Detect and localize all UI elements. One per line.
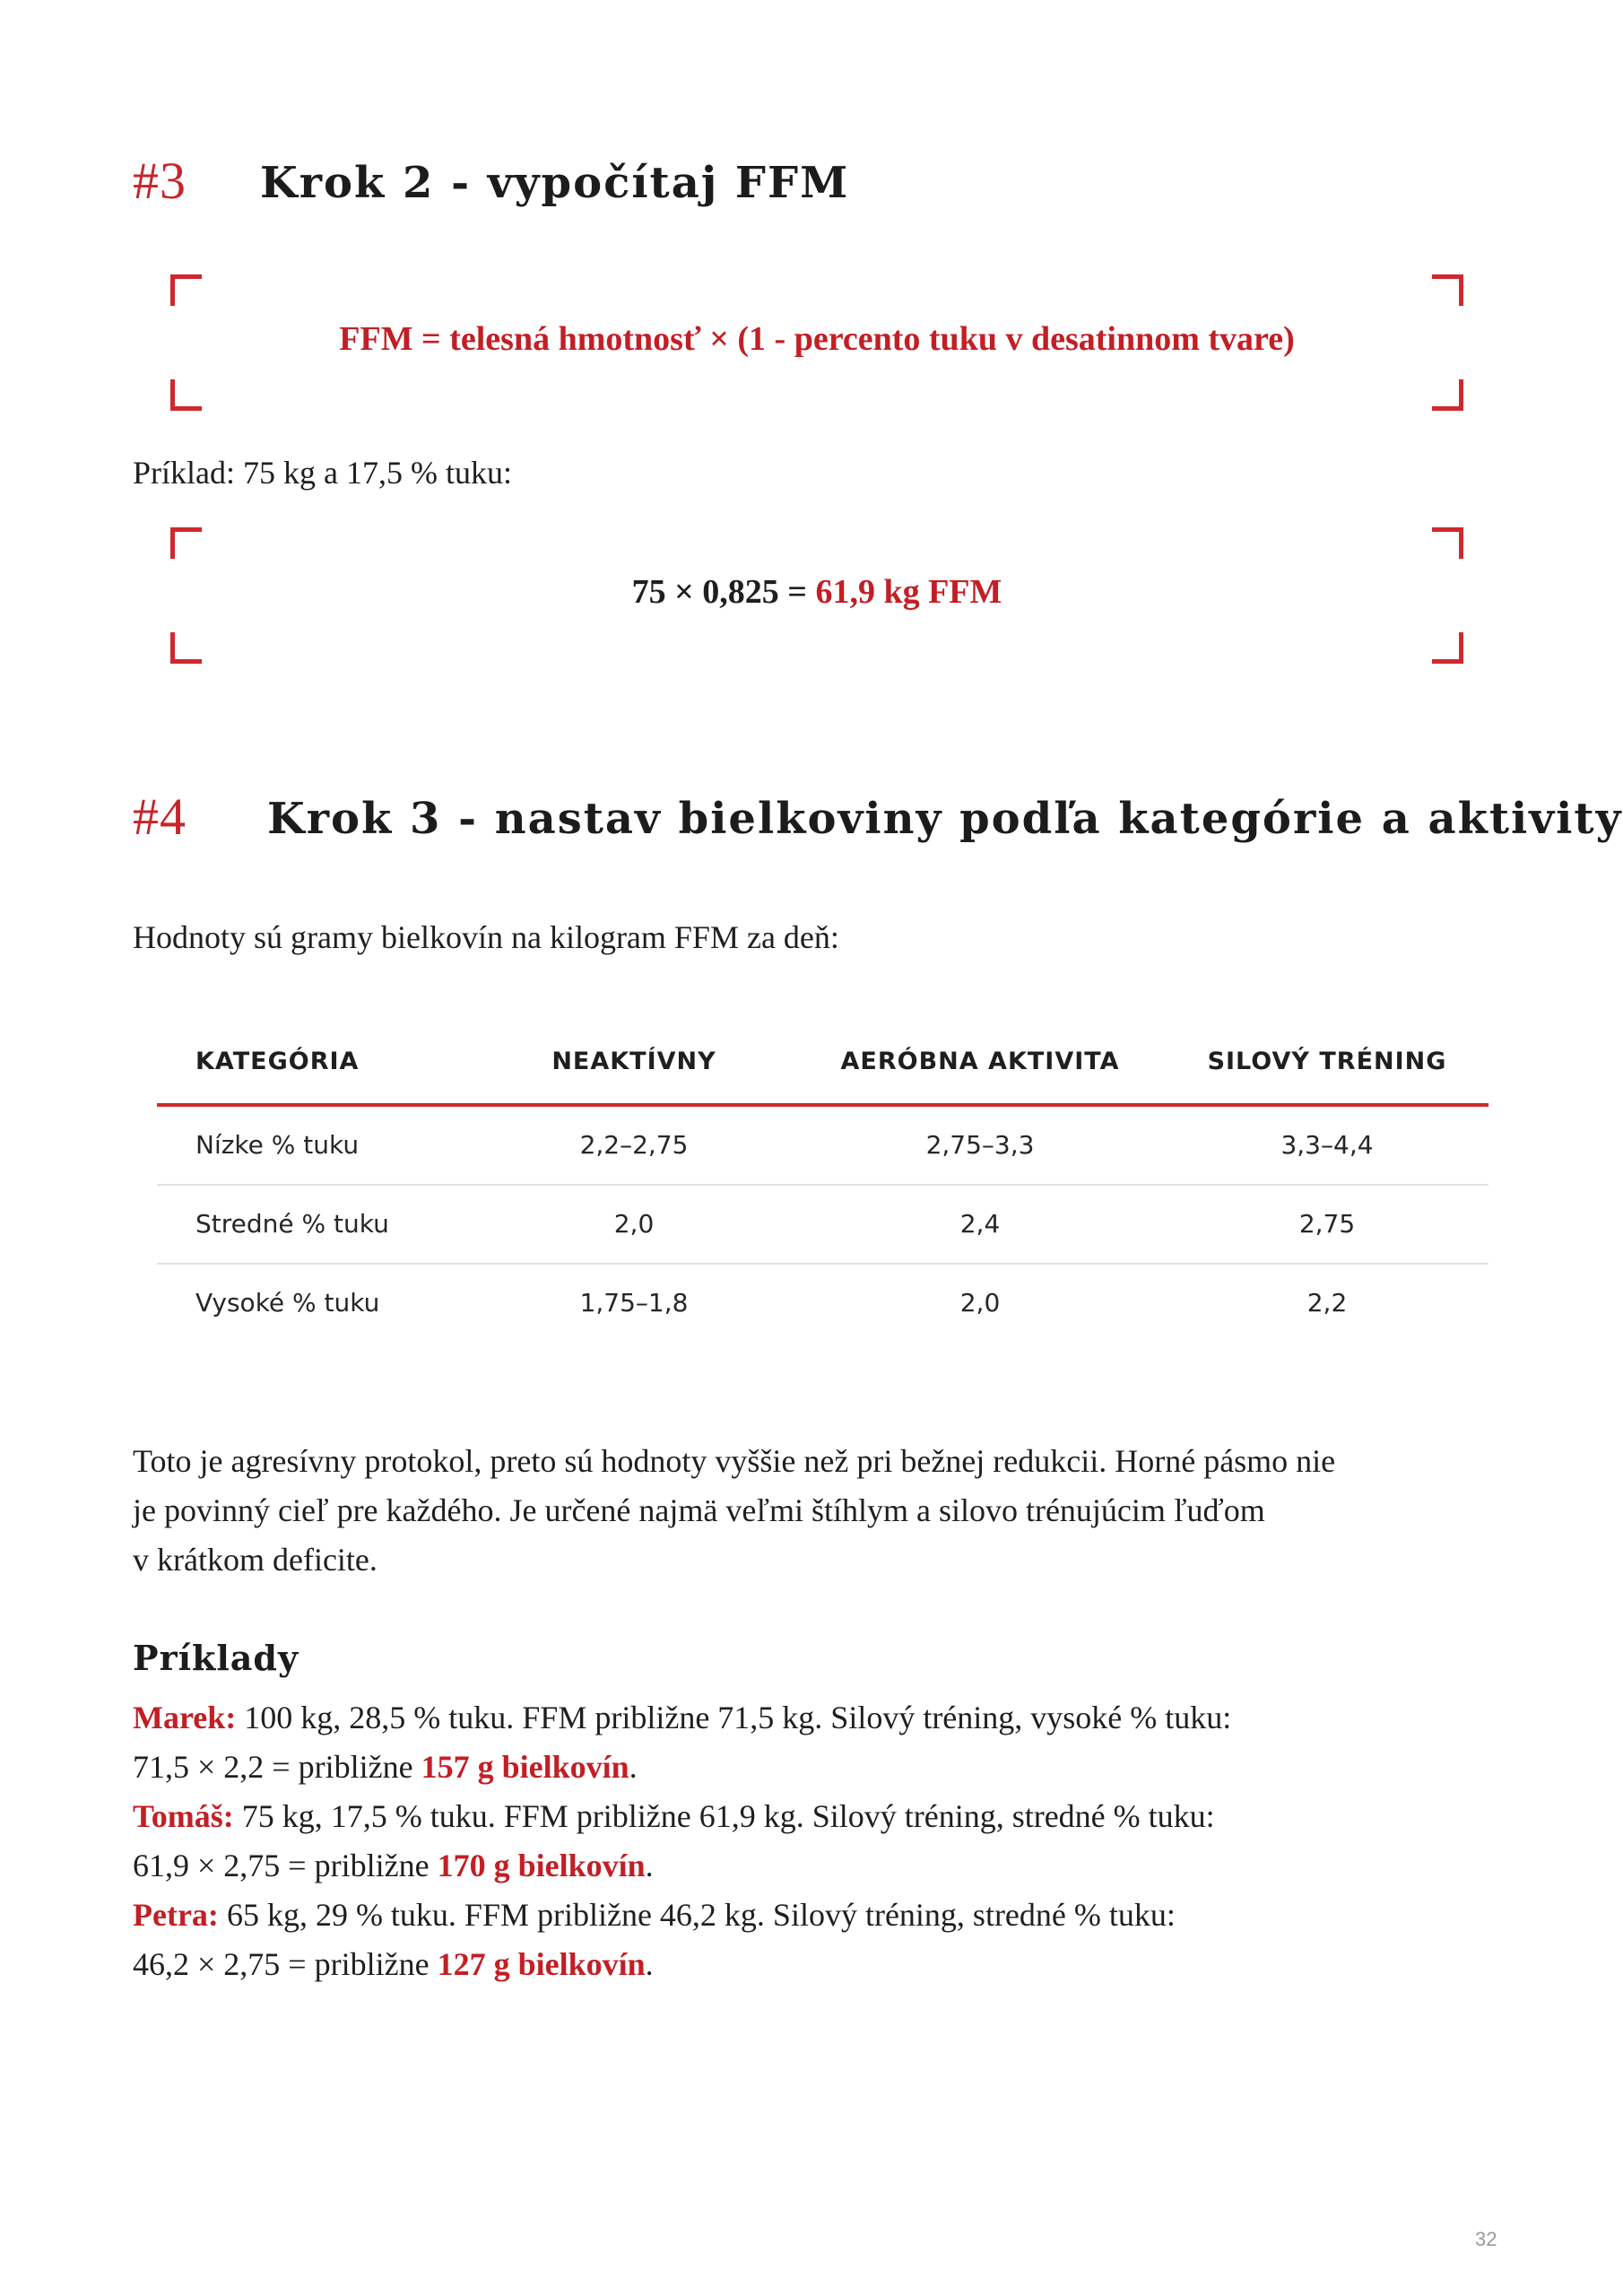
example-result: 157 g bielkovín <box>421 1749 629 1785</box>
cell-aerobic: 2,4 <box>959 1209 1001 1239</box>
cell-inactive: 1,75–1,8 <box>579 1288 689 1318</box>
header-aerobic: AERÓBNA AKTIVITA <box>840 1048 1120 1075</box>
example-result: 61,9 kg FFM <box>815 573 1002 611</box>
protein-table <box>157 1021 1488 1342</box>
examples-list <box>133 1693 1231 1989</box>
row-category: Nízke % tuku <box>195 1130 360 1160</box>
section-4-number: #4 <box>133 787 187 846</box>
table-row <box>157 1186 1488 1265</box>
corner-bottom-left <box>170 632 202 664</box>
example-calc: 46,2 × 2,75 = približne <box>133 1946 438 1982</box>
header-strength: SILOVÝ TRÉNING <box>1207 1048 1447 1075</box>
note-line: v krátkom deficite. <box>133 1542 378 1578</box>
example-calc: 61,9 × 2,75 = približne <box>133 1848 438 1883</box>
period: . <box>645 1848 654 1883</box>
cell-inactive: 2,2–2,75 <box>579 1130 689 1160</box>
ffm-formula: FFM = telesná hmotnosť × (1 - percento tuku v desatinnom tvare) <box>339 320 1295 358</box>
example-calculation <box>170 572 1463 612</box>
cell-aerobic: 2,75–3,3 <box>925 1130 1035 1160</box>
table-row <box>157 1107 1488 1186</box>
protocol-note <box>133 1437 1335 1585</box>
examples-heading: Príklady <box>133 1638 299 1678</box>
person-name: Petra: <box>133 1897 219 1933</box>
section-3-title: Krok 2 - vypočítaj FFM <box>260 158 850 208</box>
row-category: Stredné % tuku <box>195 1209 389 1239</box>
section-4-title: Krok 3 - nastav bielkoviny podľa kategórie a aktivity <box>267 794 1623 844</box>
row-category: Vysoké % tuku <box>195 1288 380 1318</box>
period: . <box>645 1946 654 1982</box>
cell-inactive: 2,0 <box>613 1209 655 1239</box>
cell-strength: 2,2 <box>1306 1288 1348 1318</box>
person-name: Marek: <box>133 1700 237 1735</box>
corner-top-right <box>1432 527 1463 559</box>
example-details: 75 kg, 17,5 % tuku. FFM približne 61,9 kg. Silový tréning, stredné % tuku: <box>233 1798 1215 1834</box>
example-details: 65 kg, 29 % tuku. FFM približne 46,2 kg. Silový tréning, stredné % tuku: <box>218 1897 1176 1933</box>
example-calc: 71,5 × 2,2 = približne <box>133 1749 421 1785</box>
table-row <box>157 1265 1488 1342</box>
example-item <box>133 1792 1231 1891</box>
example-result: 127 g bielkovín <box>437 1946 646 1982</box>
table-intro: Hodnoty sú gramy bielkovín na kilogram FFM za deň: <box>133 919 839 955</box>
corner-top-left <box>170 274 202 306</box>
table-header <box>157 1021 1488 1107</box>
header-inactive: NEAKTÍVNY <box>551 1048 716 1075</box>
corner-top-left <box>170 527 202 559</box>
corner-top-right <box>1432 274 1463 306</box>
note-line: je povinný cieľ pre každého. Je určené najmä veľmi štíhlym a silovo trénujúcim ľuďom <box>133 1492 1265 1528</box>
period: . <box>629 1749 638 1785</box>
page-number: 32 <box>1475 2228 1497 2250</box>
header-category: KATEGÓRIA <box>195 1048 360 1075</box>
example-label: Príklad: 75 kg a 17,5 % tuku: <box>133 455 512 491</box>
formula-box <box>170 274 1463 411</box>
example-box <box>170 527 1463 664</box>
section-3-number: #3 <box>133 152 187 210</box>
example-item <box>133 1891 1231 1989</box>
corner-bottom-right <box>1432 379 1463 411</box>
note-line: Toto je agresívny protokol, preto sú hodnoty vyššie než pri bežnej redukcii. Horné pásmo nie <box>133 1443 1336 1479</box>
example-details: 100 kg, 28,5 % tuku. FFM približne 71,5 kg. Silový tréning, vysoké % tuku: <box>236 1700 1232 1735</box>
cell-aerobic: 2,0 <box>959 1288 1001 1318</box>
cell-strength: 3,3–4,4 <box>1280 1130 1374 1160</box>
example-result: 170 g bielkovín <box>437 1848 646 1883</box>
cell-strength: 2,75 <box>1298 1209 1356 1239</box>
example-item <box>133 1693 1231 1792</box>
corner-bottom-left <box>170 379 202 411</box>
corner-bottom-right <box>1432 632 1463 664</box>
example-calc: 75 × 0,825 = <box>631 573 816 611</box>
person-name: Tomáš: <box>133 1798 234 1834</box>
